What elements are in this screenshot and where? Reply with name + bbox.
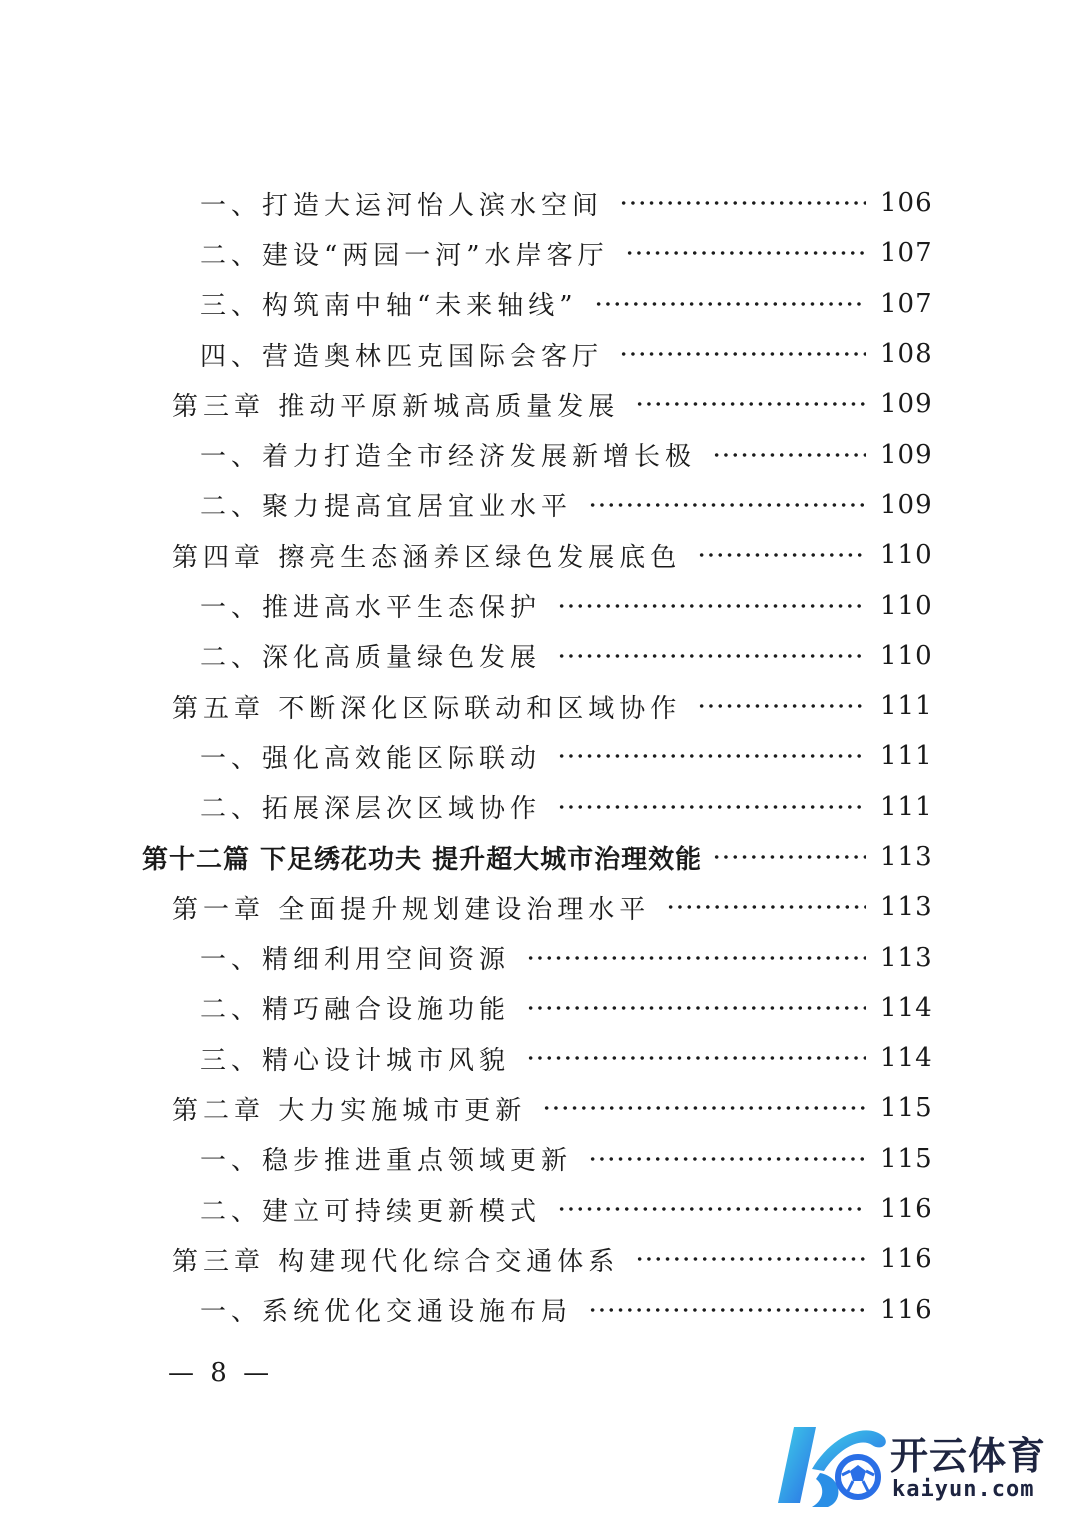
toc-entry-chapter: [0, 681, 1080, 731]
toc-entry-title: 第二章 大力实施城市更新: [172, 1095, 527, 1126]
dot-leader: [588, 1157, 866, 1161]
toc-entry-page-number: 113: [880, 942, 933, 973]
dot-leader: [557, 805, 866, 809]
toc-entry-page-number: 113: [880, 892, 933, 923]
dot-leader: [697, 553, 866, 557]
toc-entry-section: [0, 782, 1080, 832]
toc-entry-title: 三、构筑南中轴“未来轴线”: [200, 291, 578, 322]
toc-entry-part: [0, 832, 1080, 882]
dot-leader: [557, 604, 866, 608]
toc-entry-section: [0, 580, 1080, 630]
toc-entry-chapter: [0, 379, 1080, 429]
dot-leader: [712, 453, 866, 457]
toc-entry-page-number: 107: [880, 288, 933, 319]
toc-entry-page-number: 110: [880, 590, 933, 621]
toc-entry-section: [0, 429, 1080, 479]
toc-entry-title: 二、深化高质量绿色发展: [200, 643, 542, 674]
toc-entry-page-number: 116: [880, 1244, 933, 1275]
toc-entry-section: [0, 932, 1080, 982]
toc-entry-page-number: 114: [880, 992, 933, 1023]
dot-leader: [557, 1207, 866, 1211]
toc-entry-title: 四、营造奥林匹克国际会客厅: [200, 341, 604, 372]
dot-leader: [697, 704, 866, 708]
toc-entry-section: [0, 1033, 1080, 1083]
table-of-contents: [0, 178, 1080, 1335]
toc-entry-title: 二、拓展深层次区域协作: [200, 794, 542, 825]
dot-leader: [635, 402, 866, 406]
toc-entry-title: 第十二篇 下足绣花功夫 提升超大城市治理效能: [142, 844, 703, 875]
toc-entry-section: [0, 178, 1080, 228]
watermark-logo: [772, 1415, 1062, 1515]
toc-entry-page-number: 113: [880, 842, 933, 872]
dot-leader: [557, 654, 866, 658]
dot-leader: [526, 956, 866, 960]
dot-leader: [625, 251, 866, 255]
toc-entry-title: 一、着力打造全市经济发展新增长极: [200, 442, 697, 473]
dot-leader: [526, 1006, 866, 1010]
toc-entry-section: [0, 329, 1080, 379]
toc-entry-section: [0, 731, 1080, 781]
toc-entry-title: 一、系统优化交通设施布局: [200, 1297, 573, 1328]
toc-entry-page-number: 110: [880, 640, 933, 671]
toc-entry-title: 三、精心设计城市风貌: [200, 1045, 511, 1076]
toc-entry-page-number: 107: [880, 238, 933, 269]
dot-leader: [526, 1056, 866, 1060]
toc-entry-page-number: 111: [880, 791, 933, 822]
toc-entry-title: 一、打造大运河怡人滨水空间: [200, 190, 604, 221]
toc-entry-title: 第三章 推动平原新城高质量发展: [172, 391, 620, 422]
toc-entry-page-number: 115: [880, 1143, 933, 1174]
toc-entry-page-number: 109: [880, 489, 933, 520]
toc-entry-page-number: 109: [880, 439, 933, 470]
kaiyun-logo-icon: [772, 1415, 892, 1515]
toc-entry-section: [0, 228, 1080, 278]
toc-entry-title: 二、聚力提高宜居宜业水平: [200, 492, 573, 523]
toc-entry-page-number: 116: [880, 1294, 933, 1325]
toc-entry-title: 二、建设“两园一河”水岸客厅: [200, 240, 609, 271]
toc-entry-section: [0, 1184, 1080, 1234]
dot-leader: [542, 1106, 866, 1110]
toc-entry-page-number: 111: [880, 741, 933, 772]
toc-entry-page-number: 111: [880, 691, 933, 722]
toc-entry-chapter: [0, 882, 1080, 932]
page-number: — 8 —: [168, 1358, 274, 1388]
toc-entry-title: 二、精巧融合设施功能: [200, 995, 511, 1026]
dot-leader: [635, 1257, 866, 1261]
toc-entry-page-number: 109: [880, 389, 933, 420]
toc-entry-title: 一、强化高效能区际联动: [200, 743, 542, 774]
toc-entry-page-number: 115: [880, 1093, 933, 1124]
toc-entry-title: 第一章 全面提升规划建设治理水平: [172, 894, 651, 925]
toc-entry-page-number: 110: [880, 540, 933, 571]
dot-leader: [712, 855, 866, 859]
toc-entry-page-number: 116: [880, 1194, 933, 1225]
toc-entry-title: 二、建立可持续更新模式: [200, 1196, 542, 1227]
toc-entry-title: 一、稳步推进重点领域更新: [200, 1146, 573, 1177]
dot-leader: [588, 1308, 866, 1312]
toc-entry-section: [0, 983, 1080, 1033]
toc-entry-section: [0, 480, 1080, 530]
toc-entry-section: [0, 279, 1080, 329]
toc-entry-page-number: 108: [880, 339, 933, 370]
toc-entry-title: 第四章 擦亮生态涵养区绿色发展底色: [172, 542, 682, 573]
toc-entry-title: 一、推进高水平生态保护: [200, 593, 542, 624]
toc-entry-title: 第五章 不断深化区际联动和区域协作: [172, 693, 682, 724]
toc-entry-title: 第三章 构建现代化综合交通体系: [172, 1246, 620, 1277]
dot-leader: [594, 302, 866, 306]
toc-entry-chapter: [0, 530, 1080, 580]
brand-name-cn: 开云体育: [890, 1434, 1047, 1478]
dot-leader: [619, 201, 866, 205]
toc-entry-page-number: 106: [880, 188, 933, 219]
dot-leader: [619, 352, 866, 356]
toc-entry-chapter: [0, 1234, 1080, 1284]
toc-entry-section: [0, 1285, 1080, 1335]
toc-entry-section: [0, 631, 1080, 681]
brand-domain: kaiyun.com: [892, 1477, 1035, 1502]
toc-entry-chapter: [0, 1083, 1080, 1133]
dot-leader: [557, 754, 866, 758]
dot-leader: [588, 503, 866, 507]
toc-entry-page-number: 114: [880, 1043, 933, 1074]
toc-entry-title: 一、精细利用空间资源: [200, 945, 511, 976]
dot-leader: [666, 905, 866, 909]
toc-entry-section: [0, 1134, 1080, 1184]
